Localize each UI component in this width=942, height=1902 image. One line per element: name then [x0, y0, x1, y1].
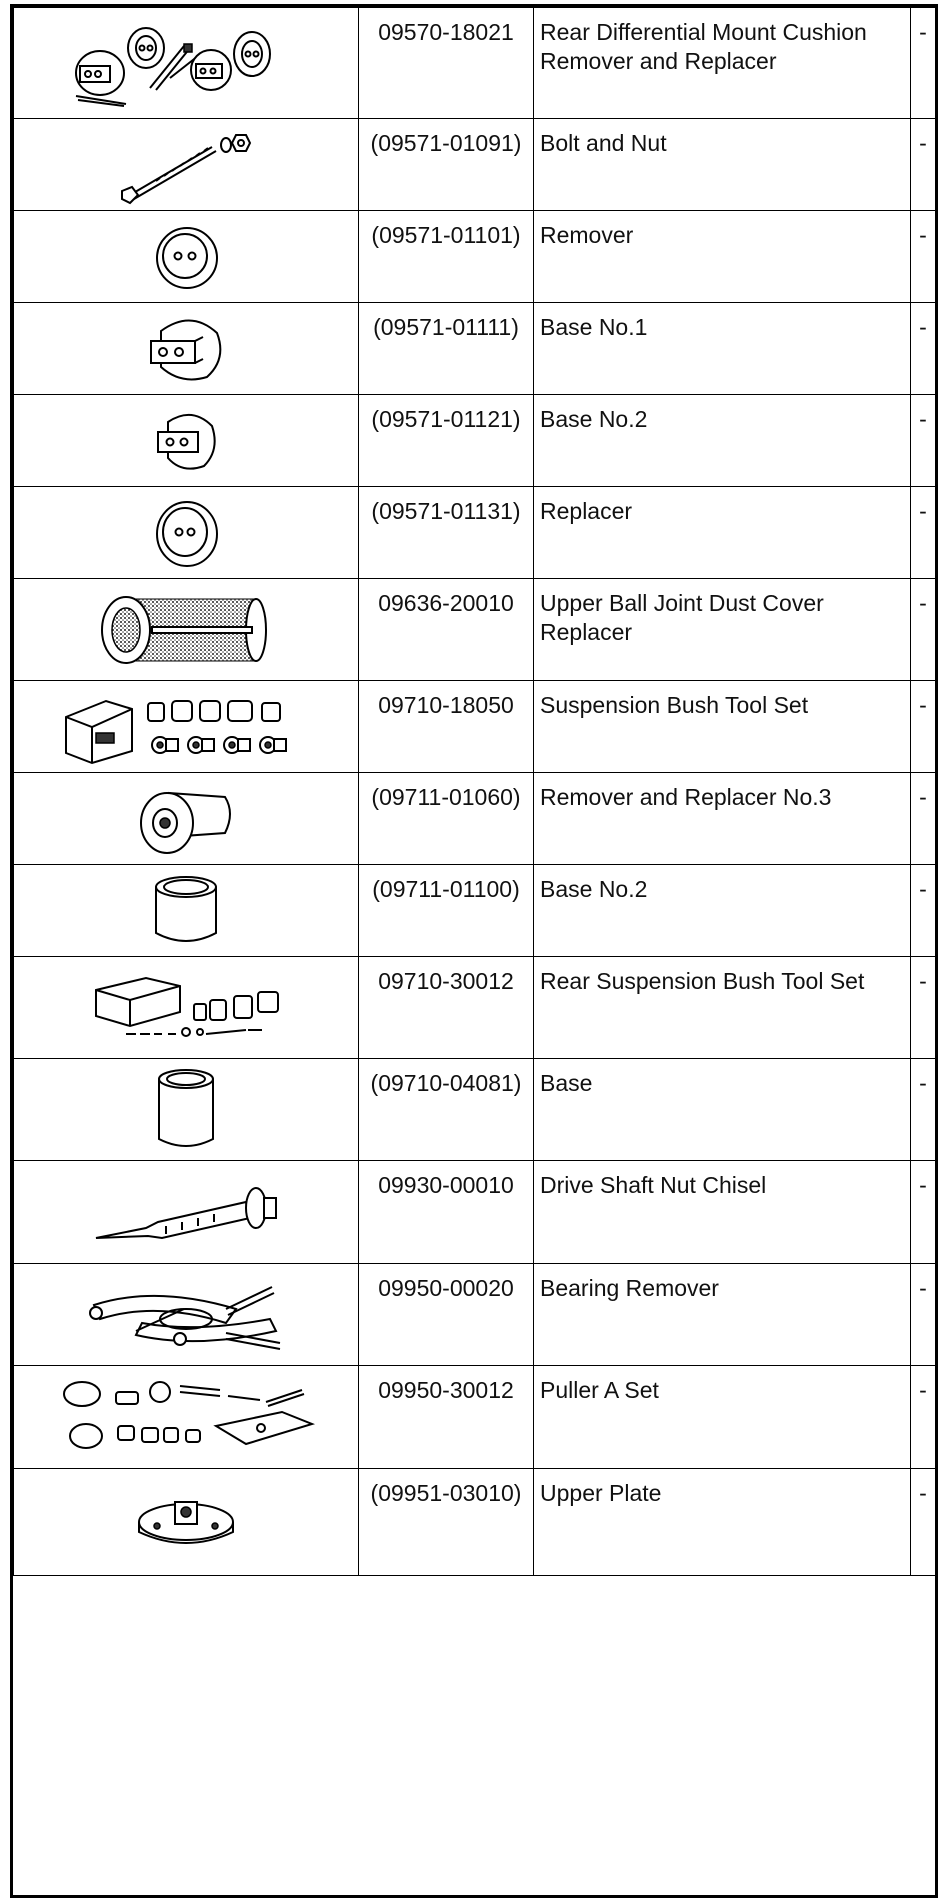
- tall-cylinder-base-icon: [14, 1065, 358, 1155]
- note-cell: -: [911, 1469, 936, 1576]
- part-number: 09950-00020: [359, 1264, 534, 1366]
- tool-name: Remover: [534, 211, 911, 303]
- tool-name: Rear Suspension Bush Tool Set: [534, 957, 911, 1059]
- table-row: [14, 395, 936, 487]
- table-row: [14, 957, 936, 1059]
- part-number: (09571-01111): [359, 303, 534, 395]
- tool-name: Base No.1: [534, 303, 911, 395]
- tool-illustration: [14, 681, 359, 773]
- tool-illustration: [14, 579, 359, 681]
- tool-illustration: [14, 211, 359, 303]
- note-cell: -: [911, 119, 936, 211]
- tool-name: Bearing Remover: [534, 1264, 911, 1366]
- tool-illustration: [14, 487, 359, 579]
- tool-illustration: [14, 773, 359, 865]
- table-row: [14, 1469, 936, 1576]
- part-number: (09571-01121): [359, 395, 534, 487]
- part-number: (09711-01060): [359, 773, 534, 865]
- note-cell: -: [911, 1161, 936, 1264]
- note-cell: -: [911, 1264, 936, 1366]
- table-row: [14, 1366, 936, 1469]
- note-cell: -: [911, 865, 936, 957]
- diff-mount-cushion-set-icon: [14, 18, 358, 108]
- tool-name: Puller A Set: [534, 1366, 911, 1469]
- tool-name: Base No.2: [534, 865, 911, 957]
- tool-name: Replacer: [534, 487, 911, 579]
- table-row: [14, 579, 936, 681]
- bush-tool-set-icon: [14, 687, 358, 767]
- special-tools-table-frame: [10, 4, 938, 1898]
- base-cup-small-icon: [14, 406, 358, 476]
- part-number: (09710-04081): [359, 1059, 534, 1161]
- special-tools-table: [13, 7, 936, 1576]
- table-row: [14, 119, 936, 211]
- dust-cover-replacer-icon: [14, 585, 358, 675]
- tool-illustration: [14, 1366, 359, 1469]
- tool-illustration: [14, 1264, 359, 1366]
- part-number: (09571-01091): [359, 119, 534, 211]
- table-row: [14, 303, 936, 395]
- cylinder-base-icon: [14, 871, 358, 951]
- tool-name: Rear Differential Mount Cushion Remover and Replacer: [534, 8, 911, 119]
- remover-disc-icon: [14, 222, 358, 292]
- rear-bush-tool-set-icon: [14, 968, 358, 1048]
- note-cell: -: [911, 773, 936, 865]
- part-number: 09710-30012: [359, 957, 534, 1059]
- note-cell: -: [911, 681, 936, 773]
- tool-name: Upper Plate: [534, 1469, 911, 1576]
- base-cup-icon: [14, 311, 358, 386]
- tool-illustration: [14, 119, 359, 211]
- bolt-and-nut-icon: [14, 125, 358, 205]
- tool-illustration: [14, 8, 359, 119]
- note-cell: -: [911, 211, 936, 303]
- part-number: 09710-18050: [359, 681, 534, 773]
- table-row: [14, 211, 936, 303]
- note-cell: -: [911, 579, 936, 681]
- note-cell: -: [911, 957, 936, 1059]
- note-cell: -: [911, 8, 936, 119]
- tool-illustration: [14, 303, 359, 395]
- note-cell: -: [911, 487, 936, 579]
- tool-name: Drive Shaft Nut Chisel: [534, 1161, 911, 1264]
- table-row: [14, 1264, 936, 1366]
- table-row: [14, 681, 936, 773]
- puller-set-icon: [14, 1372, 358, 1462]
- bearing-remover-icon: [14, 1275, 358, 1355]
- note-cell: -: [911, 1059, 936, 1161]
- tool-name: Base No.2: [534, 395, 911, 487]
- tool-illustration: [14, 1469, 359, 1576]
- part-number: (09951-03010): [359, 1469, 534, 1576]
- part-number: 09930-00010: [359, 1161, 534, 1264]
- part-number: (09711-01100): [359, 865, 534, 957]
- tool-name: Suspension Bush Tool Set: [534, 681, 911, 773]
- part-number: 09636-20010: [359, 579, 534, 681]
- part-number: (09571-01131): [359, 487, 534, 579]
- tool-name: Bolt and Nut: [534, 119, 911, 211]
- tool-name: Base: [534, 1059, 911, 1161]
- tool-illustration: [14, 395, 359, 487]
- tool-name: Remover and Replacer No.3: [534, 773, 911, 865]
- note-cell: -: [911, 395, 936, 487]
- table-row: [14, 773, 936, 865]
- part-number: 09570-18021: [359, 8, 534, 119]
- upper-plate-icon: [14, 1482, 358, 1562]
- tool-illustration: [14, 865, 359, 957]
- remover-replacer-sleeve-icon: [14, 779, 358, 859]
- replacer-disc-icon: [14, 496, 358, 570]
- table-row: [14, 8, 936, 119]
- table-row: [14, 487, 936, 579]
- table-row: [14, 1059, 936, 1161]
- note-cell: -: [911, 1366, 936, 1469]
- part-number: (09571-01101): [359, 211, 534, 303]
- note-cell: -: [911, 303, 936, 395]
- table-row: [14, 1161, 936, 1264]
- chisel-icon: [14, 1172, 358, 1252]
- tool-illustration: [14, 1161, 359, 1264]
- tool-name: Upper Ball Joint Dust Cover Replacer: [534, 579, 911, 681]
- part-number: 09950-30012: [359, 1366, 534, 1469]
- tool-illustration: [14, 1059, 359, 1161]
- table-row: [14, 865, 936, 957]
- tool-illustration: [14, 957, 359, 1059]
